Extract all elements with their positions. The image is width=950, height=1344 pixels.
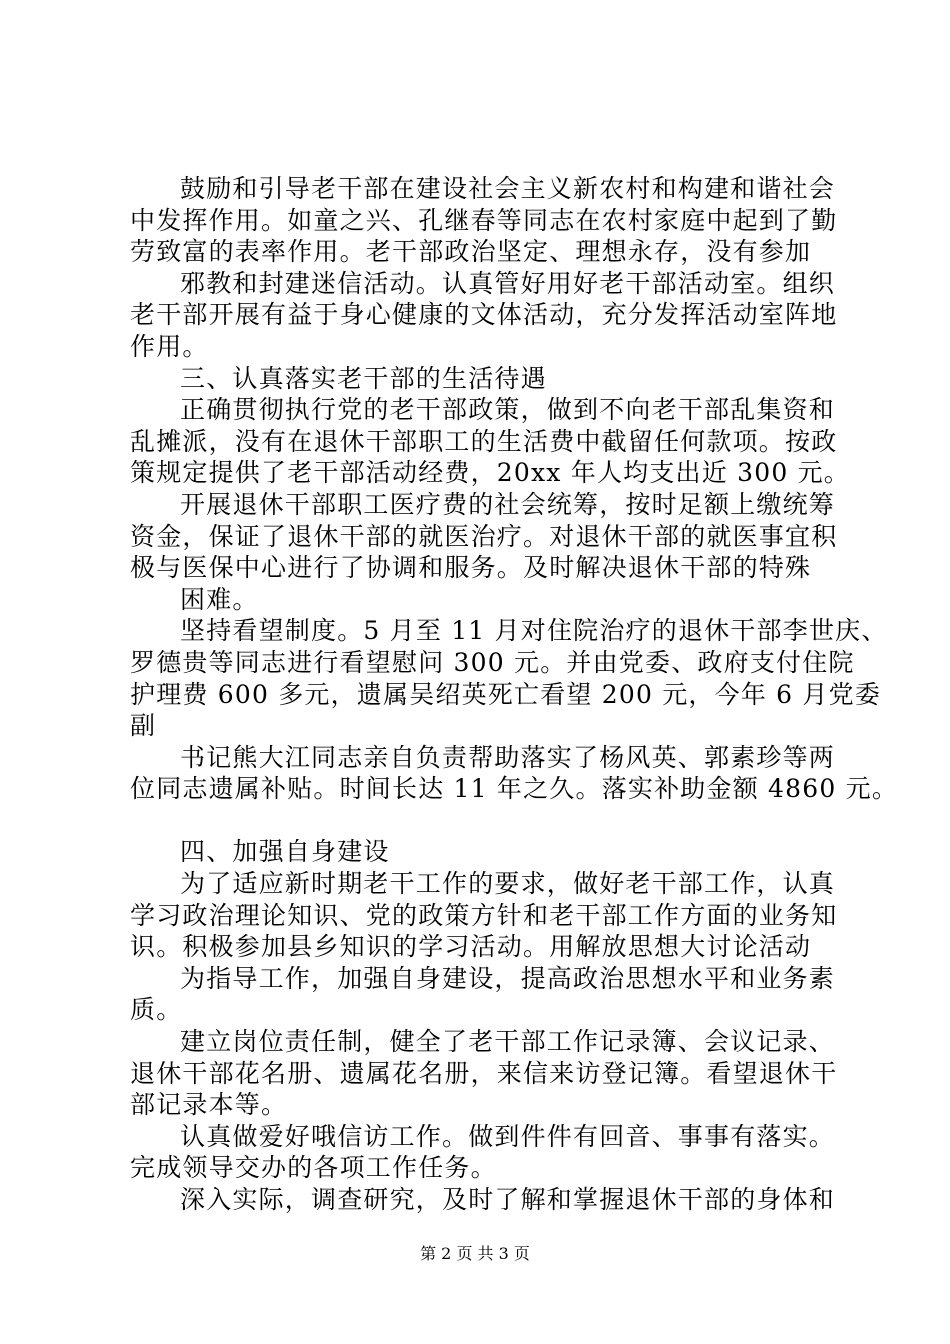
text-line: 作用。 bbox=[130, 331, 209, 361]
text-line: 位同志遗属补贴。时间长达 11 年之久。落实补助金额 4860 元。 bbox=[130, 774, 899, 804]
text-line: 劳致富的表率作用。老干部政治坚定、理想永存，没有参加 bbox=[130, 237, 812, 267]
text-line: 邪教和封建迷信活动。认真管好用好老干部活动室。组织 bbox=[180, 268, 836, 298]
text-line: 部记录本等。 bbox=[130, 1090, 288, 1120]
text-line: 为指导工作，加强自身建设，提高政治思想水平和业务素 bbox=[180, 963, 836, 993]
text-line: 乱摊派，没有在退休干部职工的生活费中截留任何款项。按政 bbox=[130, 426, 838, 456]
blank-line bbox=[130, 805, 850, 837]
text-line: 极与医保中心进行了协调和服务。及时解决退休干部的特殊 bbox=[130, 553, 812, 583]
text-line: 老干部开展有益于身心健康的文体活动，充分发挥活动室阵地 bbox=[130, 300, 838, 330]
text-line: 认真做爱好哦信访工作。做到件件有回音、事事有落实。 bbox=[180, 1121, 836, 1151]
text-line: 正确贯彻执行党的老干部政策，做到不向老干部乱集资和 bbox=[180, 395, 836, 425]
text-line: 护理费 600 多元，遗属吴绍英死亡看望 200 元，今年 6 月党委 bbox=[130, 679, 882, 709]
text-line: 书记熊大江同志亲自负责帮助落实了杨风英、郭素珍等两 bbox=[180, 742, 836, 772]
text-line: 识。积极参加县乡知识的学习活动。用解放思想大讨论活动 bbox=[130, 932, 812, 962]
section-heading: 四、加强自身建设 bbox=[180, 837, 390, 867]
text-line: 为了适应新时期老干工作的要求，做好老干部工作，认真 bbox=[180, 869, 836, 899]
text-line: 深入实际，调查研究，及时了解和掌握退休干部的身体和 bbox=[180, 1185, 836, 1214]
text-line: 质。 bbox=[130, 995, 183, 1025]
text-line: 困难。 bbox=[180, 584, 259, 614]
text-line: 学习政治理论知识、党的政策方针和老干部工作方面的业务知 bbox=[130, 900, 838, 930]
text-line: 开展退休干部职工医疗费的社会统筹，按时足额上缴统筹 bbox=[180, 489, 836, 519]
text-line: 建立岗位责任制，健全了老干部工作记录簿、会议记录、 bbox=[180, 1027, 836, 1057]
text-line: 退休干部花名册、遗属花名册，来信来访登记簿。看望退休干 bbox=[130, 1058, 838, 1088]
text-line: 资金，保证了退休干部的就医治疗。对退休干部的就医事宜积 bbox=[130, 521, 838, 551]
text-line: 坚持看望制度。5 月至 11 月对住院治疗的退休干部李世庆、 bbox=[180, 616, 888, 646]
text-line: 罗德贵等同志进行看望慰问 300 元。并由党委、政府支付住院 bbox=[130, 647, 855, 677]
text-line: 中发挥作用。如童之兴、孔继春等同志在农村家庭中起到了勤 bbox=[130, 205, 838, 235]
text-line: 副 bbox=[130, 711, 157, 741]
text-line: 策规定提供了老干部活动经费，20xx 年人均支出近 300 元。 bbox=[130, 458, 850, 488]
section-heading: 三、认真落实老干部的生活待遇 bbox=[180, 363, 547, 393]
text-line: 完成领导交办的各项工作任务。 bbox=[130, 1153, 497, 1183]
document-body bbox=[130, 173, 899, 1216]
page-footer: 第 2 页 共 3 页 bbox=[420, 1244, 530, 1263]
text-line: 鼓励和引导老干部在建设社会主义新农村和构建和谐社会 bbox=[180, 174, 836, 203]
